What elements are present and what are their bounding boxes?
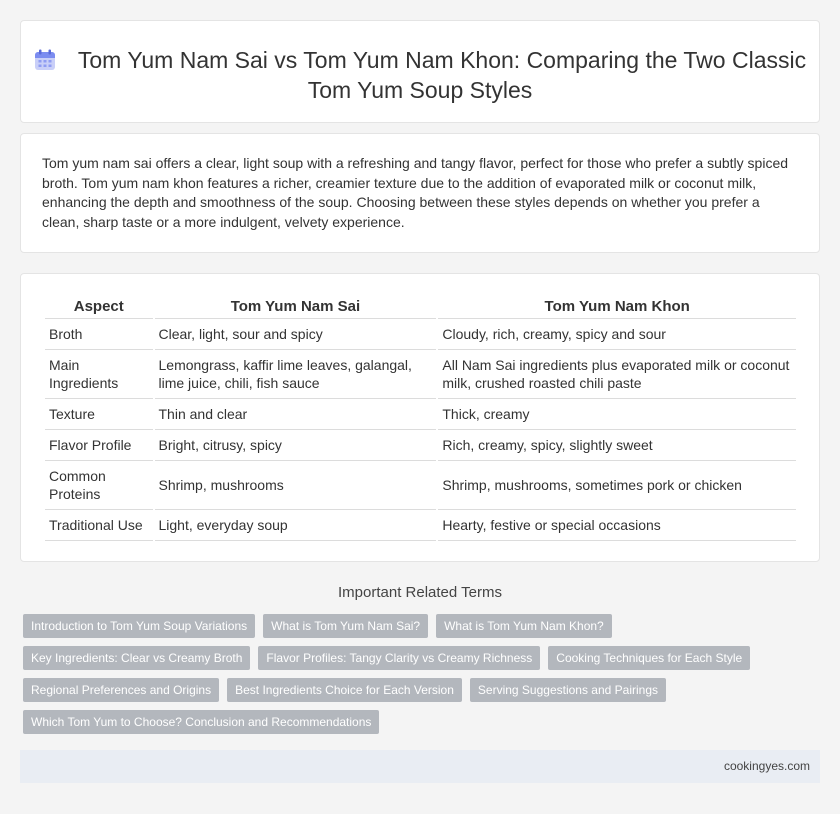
- table-cell: Rich, creamy, spicy, slightly sweet: [438, 430, 796, 461]
- table-row: [45, 319, 796, 350]
- related-term-tag[interactable]: Key Ingredients: Clear vs Creamy Broth: [23, 646, 250, 670]
- table-cell: Thin and clear: [155, 399, 437, 430]
- table-header-row: [45, 294, 796, 319]
- related-term-tag[interactable]: What is Tom Yum Nam Khon?: [436, 614, 612, 638]
- summary-card: [20, 133, 820, 253]
- related-terms-tags: [23, 614, 823, 742]
- table-cell: Clear, light, sour and spicy: [155, 319, 437, 350]
- table-cell: Light, everyday soup: [155, 510, 437, 541]
- related-term-tag[interactable]: Introduction to Tom Yum Soup Variations: [23, 614, 255, 638]
- related-term-tag[interactable]: Regional Preferences and Origins: [23, 678, 219, 702]
- table-cell: Shrimp, mushrooms, sometimes pork or chicken: [438, 461, 796, 510]
- title-wrap: [21, 45, 819, 105]
- table-row: [45, 399, 796, 430]
- tag-row: [23, 646, 823, 670]
- table-cell: Broth: [45, 319, 153, 350]
- table-cell: Main Ingredients: [45, 350, 153, 399]
- comparison-card: [20, 273, 820, 562]
- table-row: [45, 510, 796, 541]
- footer-site-link[interactable]: cookingyes.com: [723, 759, 810, 773]
- table-row: [45, 350, 796, 399]
- related-term-tag[interactable]: Cooking Techniques for Each Style: [548, 646, 750, 670]
- table-cell: Lemongrass, kaffir lime leaves, galangal, lime juice, chili, fish sauce: [155, 350, 437, 399]
- table-row: [45, 461, 796, 510]
- table-cell: Bright, citrusy, spicy: [155, 430, 437, 461]
- related-term-tag[interactable]: Best Ingredients Choice for Each Version: [227, 678, 462, 702]
- related-term-tag[interactable]: Serving Suggestions and Pairings: [470, 678, 666, 702]
- table-cell: Common Proteins: [45, 461, 153, 510]
- table-row: [45, 430, 796, 461]
- footer: [20, 750, 820, 783]
- page-title: Tom Yum Nam Sai vs Tom Yum Nam Khon: Comparing the Two Classic Tom Yum Soup Styles: [77, 47, 807, 103]
- table-cell: Shrimp, mushrooms: [155, 461, 437, 510]
- table-cell: Texture: [45, 399, 153, 430]
- header-nam-khon: Tom Yum Nam Khon: [438, 294, 796, 319]
- tag-row: [23, 710, 823, 734]
- title-card: [20, 20, 820, 123]
- table-cell: Cloudy, rich, creamy, spicy and sour: [438, 319, 796, 350]
- table-cell: Flavor Profile: [45, 430, 153, 461]
- tag-row: [23, 678, 823, 702]
- header-aspect: Aspect: [45, 294, 153, 319]
- table-cell: Traditional Use: [45, 510, 153, 541]
- related-terms-title: Important Related Terms: [338, 584, 502, 601]
- header-nam-sai: Tom Yum Nam Sai: [155, 294, 437, 319]
- summary-text: Tom yum nam sai offers a clear, light soup with a refreshing and tangy flavor, perfect for those who prefer a subtly spiced broth. Tom yum nam khon features a richer, creamier texture due to the addition of evaporated milk or coconut milk, enhancing the depth and smoothness of the soup. Choosing between these styles depends on whether you prefer a clean, sharp taste or a more indulgent, velvety experience.: [42, 155, 789, 230]
- comparison-table: [43, 294, 798, 541]
- tag-row: [23, 614, 823, 638]
- related-term-tag[interactable]: Flavor Profiles: Tangy Clarity vs Creamy Richness: [258, 646, 540, 670]
- table-cell: Hearty, festive or special occasions: [438, 510, 796, 541]
- related-term-tag[interactable]: Which Tom Yum to Choose? Conclusion and Recommendations: [23, 710, 379, 734]
- table-cell: Thick, creamy: [438, 399, 796, 430]
- table-cell: All Nam Sai ingredients plus evaporated milk or coconut milk, crushed roasted chili paste: [438, 350, 796, 399]
- calendar-icon: [34, 49, 56, 71]
- related-term-tag[interactable]: What is Tom Yum Nam Sai?: [263, 614, 428, 638]
